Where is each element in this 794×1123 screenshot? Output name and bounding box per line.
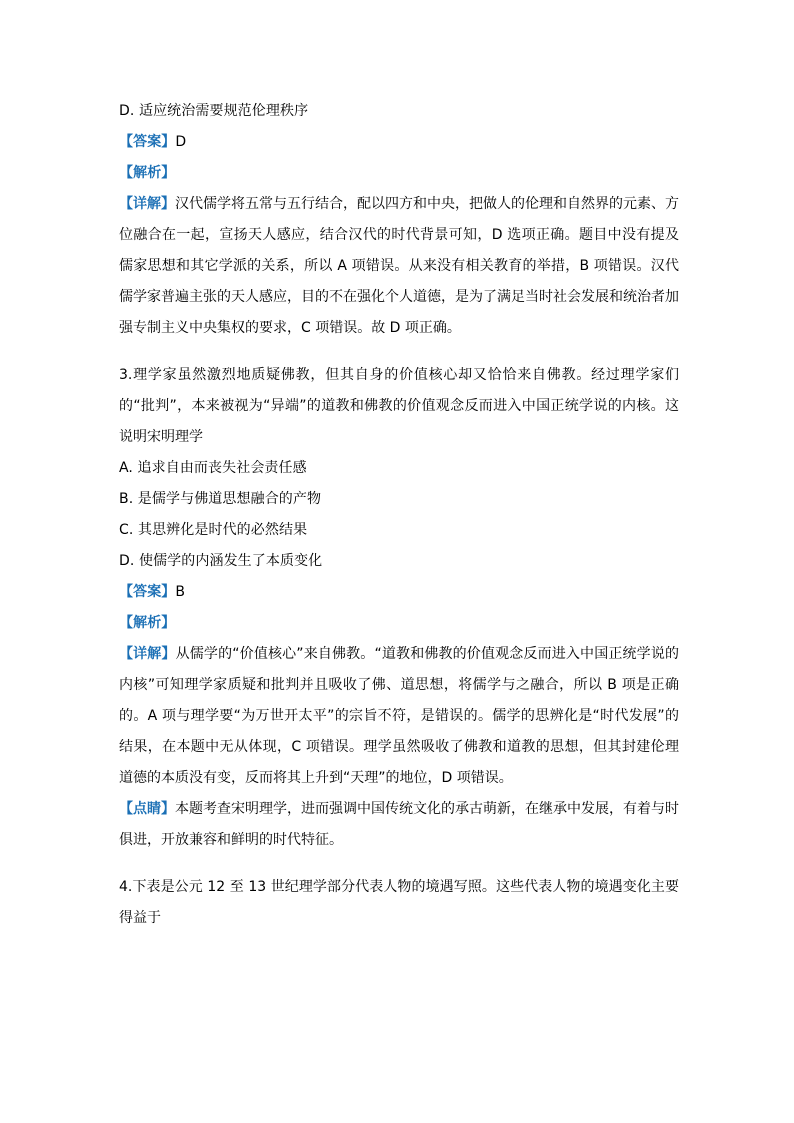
comment-text: 本题考查宋明理学，进而强调中国传统文化的承古萌新，在继承中发展，有着与时俱进，开放兼容和鲜明的时代特征。: [119, 801, 679, 848]
detail-text: 汉代儒学将五常与五行结合，配以四方和中央，把做人的伦理和自然界的元素、方位融合在一起，宣扬天人感应，结合汉代的时代背景可知，D 选项正确。题目中没有提及儒家思想和其它学派的关系，所以 A 项错误。从来没有相关教育的举措，B 项错误。汉代儒学家普遍主张的天人感应，目的不在强化个人道德，是为了满足当时社会发展和统治者加强专制主义中央集权的要求，C 项错误。故 D 项正确。: [119, 196, 679, 336]
comment-tag: 【点睛】: [119, 801, 175, 817]
analysis-tag: 【解析】: [119, 615, 176, 631]
spacer: [119, 344, 679, 360]
prev-option-d: D. 适应统治需要规范伦理秩序: [119, 103, 309, 119]
detail-tag: 【详解】: [119, 646, 176, 662]
answer-tag: 【答案】: [119, 584, 176, 600]
q4-stem: 4.下表是公元 12 至 13 世纪理学部分代表人物的境遇写照。这些代表人物的境遇变化主要得益于: [119, 879, 679, 926]
q3-option-c: C. 其思辨化是时代的必然结果: [119, 522, 308, 538]
detail-tag: 【详解】: [119, 196, 175, 212]
analysis-tag: 【解析】: [119, 165, 176, 181]
q3-answer: [119, 577, 679, 608]
q3-stem: 3.理学家虽然激烈地质疑佛教，但其自身的价值核心却又恰恰来自佛教。经过理学家们的“批判”，本来被视为“异端”的道教和佛教的价值观念反而进入中国正统学说的内核。这说明宋明理学: [119, 367, 679, 445]
spacer: [119, 856, 679, 872]
answer-value: D: [175, 134, 187, 150]
q3-detail: [119, 639, 679, 794]
prev-analysis-heading: [119, 158, 679, 189]
q3-option-d: D. 使儒学的内涵发生了本质变化: [119, 553, 323, 569]
prev-answer: [119, 127, 679, 158]
q3-comment: [119, 794, 679, 856]
prev-detail: [119, 189, 679, 344]
q3-option-a: A. 追求自由而丧失社会责任感: [119, 460, 307, 476]
q3-analysis-heading: [119, 608, 679, 639]
document-page: [119, 96, 679, 934]
answer-tag: 【答案】: [119, 134, 176, 150]
detail-text: 从儒学的“价值核心”来自佛教。“道教和佛教的价值观念反而进入中国正统学说的内核”可知理学家质疑和批判并且吸收了佛、道思想，将儒学与之融合，所以 B 项是正确的。A 项与理学要“为万世开太平”的宗旨不符，是错误的。儒学的思辨化是“时代发展”的结果，在本题中无从体现，C 项错误。理学虽然吸收了佛教和道教的思想，但其封建伦理道德的本质没有变，反而将其上升到“天理”的地位，D 项错误。: [119, 646, 679, 786]
q3-option-b: B. 是儒学与佛道思想融合的产物: [119, 491, 322, 507]
answer-value: B: [175, 584, 186, 600]
